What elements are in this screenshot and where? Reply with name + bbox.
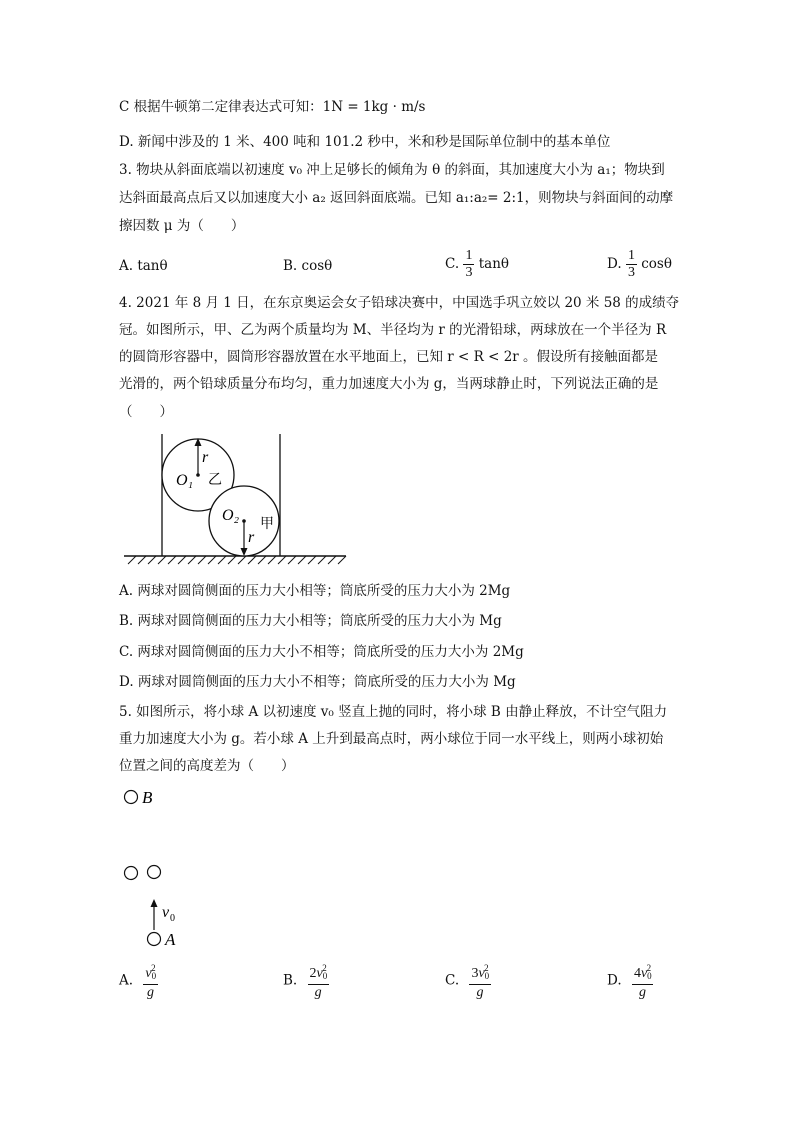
q5-option-d-fraction: $\frac{4v_0^2}{g}$ — [632, 960, 653, 1001]
q5-option-c-label: C. — [445, 972, 460, 989]
q5-option-c-fraction: $\frac{3v_0^2}{g}$ — [469, 960, 490, 1001]
q2-option-c: C 根据牛顿第二定律表达式可知：1N = 1kg · m/s — [119, 99, 426, 115]
q4-stem-line1: 4. 2021 年 8 月 1 日，在东京奥运会女子铅球决赛中，中国选手巩立姣以 20 米 58 的成绩夺 — [119, 295, 680, 311]
q4-figure-cylinder — [118, 430, 350, 572]
q4-stem-line2: 冠。如图所示，甲、乙为两个质量均为 M、半径均为 r 的光滑铅球，两球放在一个半径为 R — [119, 322, 667, 338]
q2-option-d: D. 新闻中涉及的 1 米、400 吨和 101.2 秒中，米和秒是国际单位制中的基本单位 — [119, 134, 611, 150]
q5-option-c — [445, 960, 491, 1001]
q3-option-b: B. cosθ — [283, 258, 333, 274]
q3-option-d-fraction — [626, 248, 637, 281]
q5-option-b-label: B. — [283, 972, 298, 989]
q3-option-d-label: D. — [607, 256, 622, 272]
q3-option-c-label: C. — [445, 256, 460, 272]
fraction-denominator: 3 — [465, 265, 473, 280]
fraction-numerator: 1 — [465, 248, 473, 263]
ball-mid-left — [125, 867, 138, 880]
q4-stem-line5: （ ） — [119, 404, 173, 420]
label-r-upper: r — [202, 449, 209, 466]
ball-b — [125, 791, 138, 804]
q5-option-d — [607, 960, 653, 1001]
q3-stem-line2: 达斜面最高点后又以加速度大小 a₂ 返回斜面底端。已知 a₁:a₂= 2:1，则物块与斜面间的动摩 — [119, 190, 674, 206]
label-o1: O₁ — [176, 472, 194, 489]
label-b: B — [142, 788, 153, 807]
q3-option-c-fraction — [463, 248, 474, 281]
q4-option-a: A. 两球对圆筒侧面的压力大小相等；筒底所受的压力大小为 2Mg — [119, 583, 511, 599]
q4-stem-line3: 的圆筒形容器中，圆筒形容器放置在水平地面上，已知 r < R < 2r 。假设所有接触面都是 — [119, 349, 659, 365]
q3-option-d — [607, 248, 672, 281]
q4-option-b: B. 两球对圆筒侧面的压力大小相等；筒底所受的压力大小为 Mg — [119, 613, 502, 629]
label-r-lower: r — [248, 529, 255, 546]
q5-option-b — [283, 960, 329, 1001]
fraction-denominator: 3 — [627, 265, 635, 280]
ball-mid-right — [148, 866, 161, 879]
q5-stem-line1: 5. 如图所示，将小球 A 以初速度 v₀ 竖直上抛的同时，将小球 B 由静止释放，不计空气阻力 — [119, 704, 668, 720]
q4-option-c: C. 两球对圆筒侧面的压力大小不相等；筒底所受的压力大小为 2Mg — [119, 644, 524, 660]
q5-option-b-fraction: $\frac{2v_0^2}{g}$ — [308, 960, 329, 1001]
q4-option-d: D. 两球对圆筒侧面的压力大小不相等；筒底所受的压力大小为 Mg — [119, 674, 516, 690]
q5-option-d-label: D. — [607, 972, 622, 989]
q4-stem-line4: 光滑的，两个铅球质量分布均匀，重力加速度大小为 g，当两球静止时，下列说法正确的是 — [119, 376, 659, 392]
label-v0-sub: 0 — [170, 913, 175, 924]
label-a: A — [165, 930, 176, 949]
q3-option-a: A. tanθ — [119, 258, 168, 274]
label-v0: v — [162, 904, 170, 921]
q3-option-d-expr: cosθ — [641, 256, 672, 272]
label-jia: 甲 — [260, 516, 274, 532]
label-yi: 乙 — [208, 472, 222, 488]
q5-option-a-fraction: $\frac{v_0^2}{g}$ — [143, 960, 157, 1001]
q5-stem-line3: 位置之间的高度差为（ ） — [119, 758, 295, 774]
q3-option-c-expr: tanθ — [478, 256, 510, 272]
q3-stem-line3: 擦因数 μ 为（ ） — [119, 218, 245, 234]
q5-figure-balls — [118, 784, 208, 954]
q5-stem-line2: 重力加速度大小为 g。若小球 A 上升到最高点时，两小球位于同一水平线上，则两小球初始 — [119, 731, 664, 747]
fraction-numerator: 1 — [627, 248, 635, 263]
q5-option-a — [119, 960, 158, 1001]
q3-option-c — [445, 248, 509, 281]
q5-option-a-label: A. — [119, 972, 134, 989]
q3-stem-line1: 3. 物块从斜面底端以初速度 v₀ 冲上足够长的倾角为 θ 的斜面，其加速度大小为 a₁；物块到 — [119, 162, 665, 178]
ball-a — [148, 933, 161, 946]
label-o2: O₂ — [222, 507, 240, 524]
